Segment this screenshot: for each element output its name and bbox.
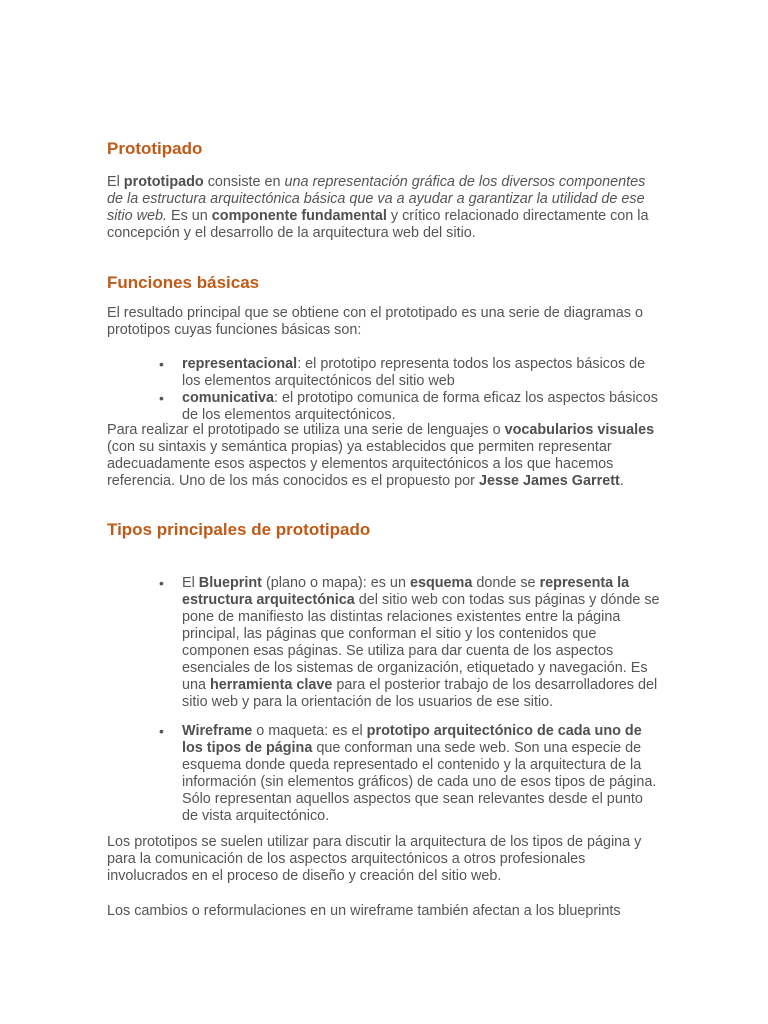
heading-prototipado: Prototipado bbox=[107, 139, 203, 158]
list-item-blueprint: • El Blueprint (plano o mapa): es un esquema donde se representa la estructura arquitectónica del sitio web con todas sus páginas y dónde se pone de manifiesto las distintas relaciones existentes entre la página principal, las páginas que conforman el sitio y los contenidos que componen esas páginas. Se utiliza para dar cuenta de los aspectos esenciales de los sistemas de organización, etiquetado y navegación. Es una herramienta clave para el posterior trabajo de los desarrolladores del sitio web y para la orientación de los usuarios de ese sitio. bbox=[159, 575, 660, 710]
heading-funciones-basicas: Funciones básicas bbox=[107, 273, 260, 292]
list-funciones bbox=[107, 356, 663, 424]
bullet-icon: • bbox=[159, 723, 164, 739]
paragraph-funciones-intro: El resultado principal que se obtiene con el prototipado es una serie de diagramas o prototipos cuyas funciones básicas son: bbox=[107, 305, 643, 338]
paragraph-vocabularios-visuales: Para realizar el prototipado se utiliza una serie de lenguajes o vocabularios visuales (con su sintaxis y semántica propias) ya establecidos que permiten representar adecuadamente esos aspectos y elementos arquitectónicos a los que hacemos referencia. Uno de los más conocidos es el propuesto por Jesse James Garrett. bbox=[107, 422, 655, 489]
paragraph-cambios-wireframe: Los cambios o reformulaciones en un wireframe también afectan a los blueprints bbox=[107, 903, 621, 919]
bullet-icon: • bbox=[159, 575, 164, 591]
list-item-wireframe: • Wireframe o maqueta: es el prototipo arquitectónico de cada uno de los tipos de página que conforman una sede web. Son una especie de esquema donde queda representado el contenido y la arquitectura de la información (sin elementos gráficos) de cada uno de esos tipos de página. Sólo representan aquellos aspectos que sean relevantes desde el punto de vista arquitectónico. bbox=[159, 723, 657, 824]
list-tipos bbox=[107, 575, 663, 711]
paragraph-uso-prototipos: Los prototipos se suelen utilizar para discutir la arquitectura de los tipos de página y para la comunicación de los aspectos arquitectónicos a otros profesionales involucrados en el proceso de diseño y creación del sitio web. bbox=[107, 834, 642, 884]
bullet-icon: • bbox=[159, 356, 164, 372]
list-item-representacional: • representacional: el prototipo representa todos los aspectos básicos de los elementos arquitectónicos del sitio web bbox=[159, 356, 646, 389]
heading-tipos-principales: Tipos principales de prototipado bbox=[107, 520, 371, 539]
paragraph-prototipado-definition: El prototipado consiste en una representación gráfica de los diversos componentes de la estructura arquitectónica básica que va a ayudar a garantizar la utilidad de ese sitio web. Es un componente fundamental y crítico relacionado directamente con la concepción y el desarrollo de la arquitectura web del sitio. bbox=[107, 174, 649, 241]
list-tipos-wireframe bbox=[107, 723, 663, 825]
list-item-comunicativa: • comunicativa: el prototipo comunica de forma eficaz los aspectos básicos de los elementos arquitectónicos. bbox=[159, 390, 658, 423]
bullet-icon: • bbox=[159, 390, 164, 406]
